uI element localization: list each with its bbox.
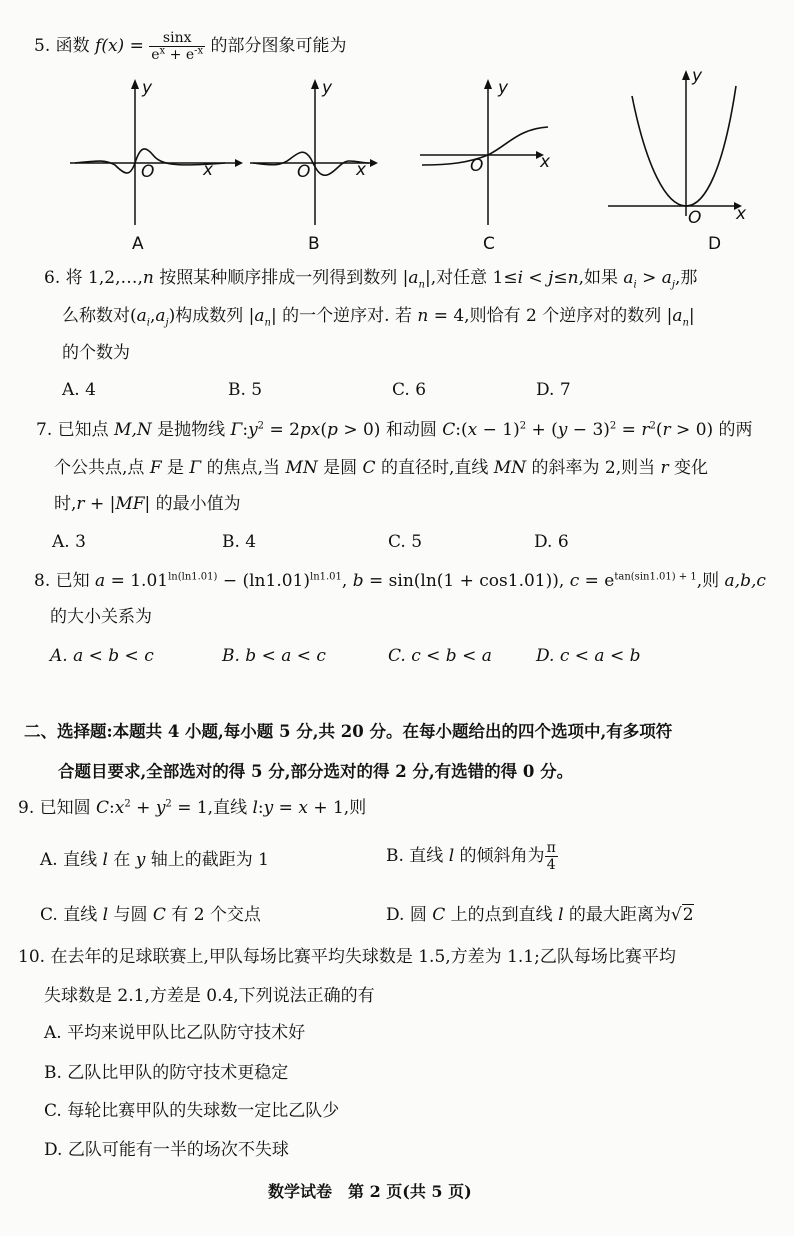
q9-option-d[interactable]: D. 圆 C 上的点到直线 l 的最大距离为√2 [386,905,694,925]
q6-option-c[interactable]: C. 6 [392,380,427,400]
q7-line-2: 个公共点,点 F 是 Γ 的焦点,当 MN 是圆 C 的直径时,直线 MN 的斜率为 2,则当 r 变化 [54,458,709,478]
q9-option-b[interactable]: B. 直线 l 的倾斜角为 $\frac{\pi}{4}$ [386,840,556,873]
q5-c-x-label: x [540,152,551,172]
q6-line-3: 的个数为 [62,343,130,363]
q10-option-b[interactable]: B. 乙队比甲队的防守技术更稳定 [44,1063,289,1083]
q7-option-a[interactable]: A. 3 [52,532,86,552]
q6-line-1: 6. 将 1,2,…,n 按照某种顺序排成一列得到数列 $|a_n|$,对任意 1≤i < j≤n,如果 $a_i > a_j$,那 [44,268,698,291]
section-2-heading-cont: 合题目要求,全部选对的得 5 分,部分选对的得 2 分,有选错的得 0 分。 [58,762,574,781]
q7-option-d[interactable]: D. 6 [534,532,569,552]
q5-graph-a [65,75,245,235]
q6-option-d[interactable]: D. 7 [536,380,571,400]
q7-option-b[interactable]: B. 4 [222,532,257,552]
q7-option-c[interactable]: C. 5 [388,532,423,552]
q6-option-a[interactable]: A. 4 [62,380,96,400]
q6-option-b[interactable]: B. 5 [228,380,263,400]
q8-option-a[interactable]: A. a < b < c [50,646,154,666]
q5-stem: 5. 函数 f(x) = $\frac{\sin x}{e^x + e^{-x}}$ 的部分图象可能为 [34,30,347,63]
q5-label-a: A [132,234,144,254]
q10-line-1: 10. 在去年的足球联赛上,甲队每场比赛平均失球数是 1.5,方差为 1.1;乙队每场比赛平均 [18,947,676,967]
q5-a-x-label: x [203,160,214,180]
q5-graph-b [245,75,425,235]
q5-graph-d [606,66,756,226]
q9-option-a[interactable]: A. 直线 l 在 y 轴上的截距为 1 [40,850,269,870]
q5-label-c: C [483,234,495,254]
q8-line-1: 8. 已知 $a = 1.01^{ln(ln1.01)} - (\ln 1.01)^{ln1.01}$, b = sin(ln(1 + cos1.01)), $c = e^{tan(sin1.01) + 1}$,则 a,b,c [34,571,766,591]
q8-line-2: 的大小关系为 [50,607,152,627]
q10-option-d[interactable]: D. 乙队可能有一半的场次不失球 [44,1140,289,1160]
q8-option-b[interactable]: B. b < a < c [222,646,326,666]
q7-line-1: 7. 已知点 M,N 是抛物线 $\Gamma:y^2 = 2px(p > 0)$ 和动圆 C:(x − $1)^2 + (y - 3)^2 = r^2(r > 0)$ 的两 [36,420,753,440]
q10-line-2: 失球数是 2.1,方差是 0.4,下列说法正确的有 [44,986,375,1006]
q8-option-c[interactable]: C. c < b < a [388,646,492,666]
q5-number: 5. [34,36,51,56]
q5-b-origin: O [297,162,311,182]
q5-d-origin: O [688,208,702,228]
q9-option-c[interactable]: C. 直线 l 与圆 C 有 2 个交点 [40,905,261,925]
q5-b-x-label: x [356,160,367,180]
q10-option-a[interactable]: A. 平均来说甲队比乙队防守技术好 [44,1023,306,1043]
q5-fraction: $\frac{\sin x}{e^x + e^{-x}}$ [151,30,204,63]
section-2-heading: 二、选择题:本题共 4 小题,每小题 5 分,共 20 分。在每小题给出的四个选项中,有多项符 [24,722,673,741]
q5-d-x-label: x [736,204,747,224]
q5-c-y-label: y [498,78,509,98]
q8-option-d[interactable]: D. c < a < b [536,646,641,666]
q5-a-origin: O [141,162,155,182]
q5-d-y-label: y [692,66,703,86]
q10-option-c[interactable]: C. 每轮比赛甲队的失球数一定比乙队少 [44,1101,340,1121]
q7-line-3: 时,r + |MF| 的最小值为 [54,494,241,514]
q5-c-origin: O [470,156,484,176]
q9-stem: 9. 已知圆 $C:x^2 + y^2 = 1$,直线 l:y = x + 1,则 [18,798,367,818]
q5-a-y-label: y [142,78,153,98]
q5-label-d: D [708,234,722,254]
q5-label-b: B [308,234,320,254]
page-footer: 数学试卷 第 2 页(共 5 页) [268,1182,472,1201]
q6-line-2: 么称数对$(a_i,a_j)$构成数列 $|a_n|$ 的一个逆序对. 若 n = 4,则恰有 2 个逆序对的数列 $|a_n|$ [62,306,695,329]
q5-b-y-label: y [322,78,333,98]
